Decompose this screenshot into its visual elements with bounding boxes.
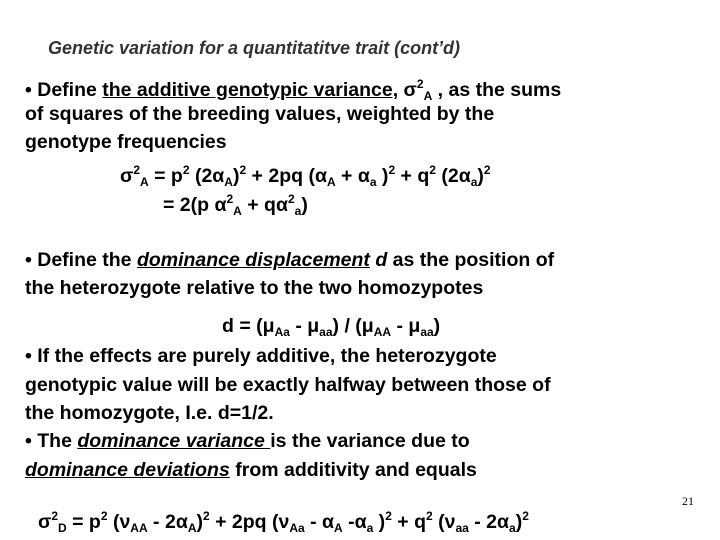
subscript: aa — [420, 325, 434, 339]
sigma-symbol: σ — [398, 79, 417, 101]
eq-part: ) — [433, 315, 441, 337]
eq-part: ) / (μ — [332, 315, 374, 337]
superscript: 2 — [51, 509, 59, 523]
superscript: 2 — [100, 509, 108, 523]
dominance-deviations-term: dominance deviations — [25, 459, 230, 481]
text: as the position of — [387, 249, 555, 271]
superscript: 2 — [239, 163, 247, 177]
superscript: 2 — [385, 509, 392, 523]
dominance-displacement-term: dominance displacement — [136, 249, 370, 271]
text: • Define the — [25, 249, 137, 271]
eq-part: + q — [391, 511, 427, 533]
additive-variance-definition-line-3: genotype frequencies — [25, 131, 227, 153]
text: • The — [25, 430, 78, 452]
subscript: aa — [319, 325, 333, 339]
subscript: A — [334, 521, 343, 535]
text: from additivity and equals — [229, 459, 477, 481]
eq-part: (2α — [189, 165, 225, 187]
eq-part: ) — [515, 511, 523, 533]
superscript: 2 — [426, 509, 433, 523]
eq-part: (ν — [107, 511, 131, 533]
text: , as the sums — [432, 79, 562, 101]
purely-additive-line-3: the homozygote, I.e. d=1/2. — [25, 402, 274, 424]
additive-variance-definition-line-2: of squares of the breeding values, weighted by the — [25, 103, 495, 125]
dominance-variance-term: dominance variance — [77, 430, 271, 452]
superscript: 2 — [202, 509, 210, 523]
subscript: A — [326, 175, 336, 189]
subscript: a — [470, 175, 478, 189]
dominance-variance-line-1 — [25, 429, 470, 453]
eq-part: d = (μ — [222, 315, 275, 337]
subscript: AA — [130, 521, 148, 535]
eq-part: ) — [196, 511, 203, 533]
subscript: Aa — [289, 521, 305, 535]
eq-part: -α — [342, 511, 367, 533]
dominance-displacement-equation — [222, 314, 440, 344]
subscript: aa — [455, 521, 469, 535]
eq-part: (ν — [432, 511, 456, 533]
dominance-displacement-definition-line-1 — [25, 248, 554, 272]
subscript: AA — [373, 325, 392, 339]
eq-part: + qα — [241, 194, 288, 216]
superscript: 2 — [429, 163, 436, 177]
subscript: a — [369, 175, 377, 189]
eq-part: (2α — [435, 165, 471, 187]
text: • Define — [25, 79, 103, 101]
eq-part: - μ — [391, 315, 421, 337]
superscript: 2 — [416, 77, 424, 91]
dominance-displacement-definition-line-2: the heterozygote relative to the two homozypotes — [25, 277, 484, 299]
eq-part: ) — [232, 165, 240, 187]
eq-part: + 2pq (ν — [209, 511, 290, 533]
superscript: 2 — [287, 192, 295, 206]
superscript: 2 — [522, 509, 529, 523]
eq-part: = 2(p α — [163, 194, 227, 216]
subscript: a — [509, 521, 516, 535]
eq-part: ) — [373, 511, 386, 533]
superscript: 2 — [182, 163, 190, 177]
eq-part: - 2α — [468, 511, 509, 533]
slide-title: Genetic variation for a quantitatitve trait (cont’d) — [48, 38, 461, 58]
subscript: A — [423, 89, 433, 103]
eq-part: ) — [301, 194, 308, 216]
eq-part: - 2α — [147, 511, 188, 533]
subscript: D — [58, 521, 67, 535]
subscript: a — [366, 521, 374, 535]
eq-part: - α — [304, 511, 334, 533]
subscript: A — [224, 175, 233, 189]
eq-part: + α — [335, 165, 370, 187]
dominance-variance-equation — [38, 504, 529, 540]
text: is the variance due to — [270, 430, 470, 452]
dominance-variance-line-2 — [25, 458, 477, 482]
subscript: Aa — [274, 325, 290, 339]
subscript: A — [140, 175, 149, 189]
subscript: A — [187, 521, 197, 535]
eq-part: ) — [376, 165, 389, 187]
page-number: 21 — [682, 494, 694, 508]
eq-part: - μ — [289, 315, 320, 337]
variable-d: d — [369, 249, 388, 271]
eq-part: σ — [120, 165, 134, 187]
eq-part: = p — [66, 511, 101, 533]
eq-part: + 2pq (α — [246, 165, 327, 187]
additive-variance-term: the additive genotypic variance, — [102, 79, 399, 101]
eq-part: σ — [38, 511, 52, 533]
superscript: 2 — [388, 163, 396, 177]
superscript: 2 — [133, 163, 141, 177]
purely-additive-line-2: genotypic value will be exactly halfway between those of — [25, 374, 551, 396]
superscript: 2 — [483, 163, 491, 177]
eq-part: ) — [477, 165, 484, 187]
eq-part: = p — [148, 165, 183, 187]
subscript: A — [233, 204, 242, 218]
eq-part: + q — [395, 165, 430, 187]
purely-additive-line-1: • If the effects are purely additive, the heterozygote — [25, 345, 497, 367]
superscript: 2 — [226, 192, 234, 206]
subscript: a — [294, 204, 302, 218]
additive-variance-equation-simplified — [163, 187, 308, 223]
